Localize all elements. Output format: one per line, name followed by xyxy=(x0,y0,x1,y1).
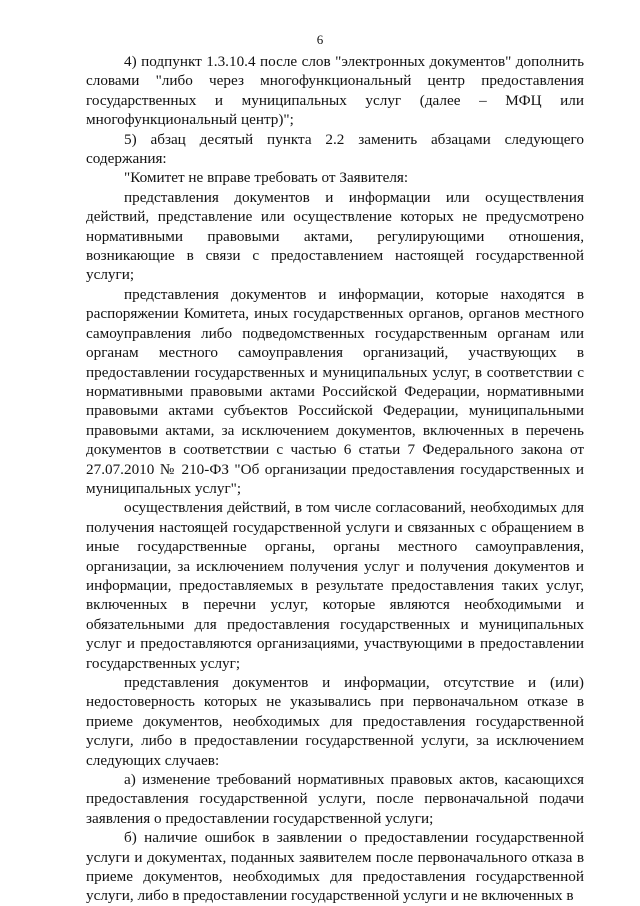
paragraph: а) изменение требований нормативных правовых актов, касающихся предоставления государственной услуги, после первоначальной подачи заявления о предоставлении государственной услуги; xyxy=(86,771,584,827)
paragraph: 4) подпункт 1.3.10.4 после слов "электронных документов" дополнить словами "либо через многофункциональный центр предоставления государственных и муниципальных услуг (далее – МФЦ или многофункциональный центр)"; xyxy=(86,53,584,129)
paragraph: представления документов и информации, которые находятся в распоряжении Комитета, иных государственных органов, органов местного самоуправления либо подведомственных государственным органам или органам местного самоуправления организаций, участвующих в предоставлении государственных и муниципальных услуг, в соответствии с нормативными правовыми актами Российской Федерации, нормативными правовыми актами субъектов Российской Федерации, муниципальными правовыми актами, за исключением документов, включенных в перечень документов в соответствии с частью 6 статьи 7 Федерального закона от 27.07.2010 № 210-ФЗ "Об организации предоставления государственных и муниципальных услуг"; xyxy=(86,285,584,497)
paragraph: "Комитет не вправе требовать от Заявителя: xyxy=(124,169,409,187)
paragraph: представления документов и информации, отсутствие и (или) недостоверность которых не указывались при первоначальном отказе в приеме документов, необходимых для предоставления государственной услуги, либо в предоставлении государственной услуги, за исключением следующих случаев: xyxy=(86,674,584,769)
paragraph: осуществления действий, в том числе согласований, необходимых для получения настоящей государственной услуги и связанных с обращением в иные государственные органы, органы местного самоуправления, организации, за исключением получения услуг и получения документов и информации, предоставляемых в результате предоставления таких услуг, включенных в перечни услуг, которые являются необходимыми и обязательными для предоставления государственных и муниципальных услуг и предоставляются организациями, участвующими в предоставлении государственных услуг; xyxy=(86,499,584,672)
paragraph: 5) абзац десятый пункта 2.2 заменить абзацами следующего содержания: xyxy=(86,130,584,168)
document-body xyxy=(86,52,584,906)
paragraph: б) наличие ошибок в заявлении о предоставлении государственной услуги и документах, поданных заявителем после первоначального отказа в приеме документов, необходимых для предоставления государственной услуги, либо в предоставлении государственной услуги и не включенных в xyxy=(86,829,584,905)
paragraph: представления документов и информации или осуществления действий, представление или осуществление которых не предусмотрено нормативными правовыми актами, регулирующими отношения, возникающие в связи с предоставлением настоящей государственной услуги; xyxy=(86,188,584,284)
page-number: 6 xyxy=(316,32,324,47)
